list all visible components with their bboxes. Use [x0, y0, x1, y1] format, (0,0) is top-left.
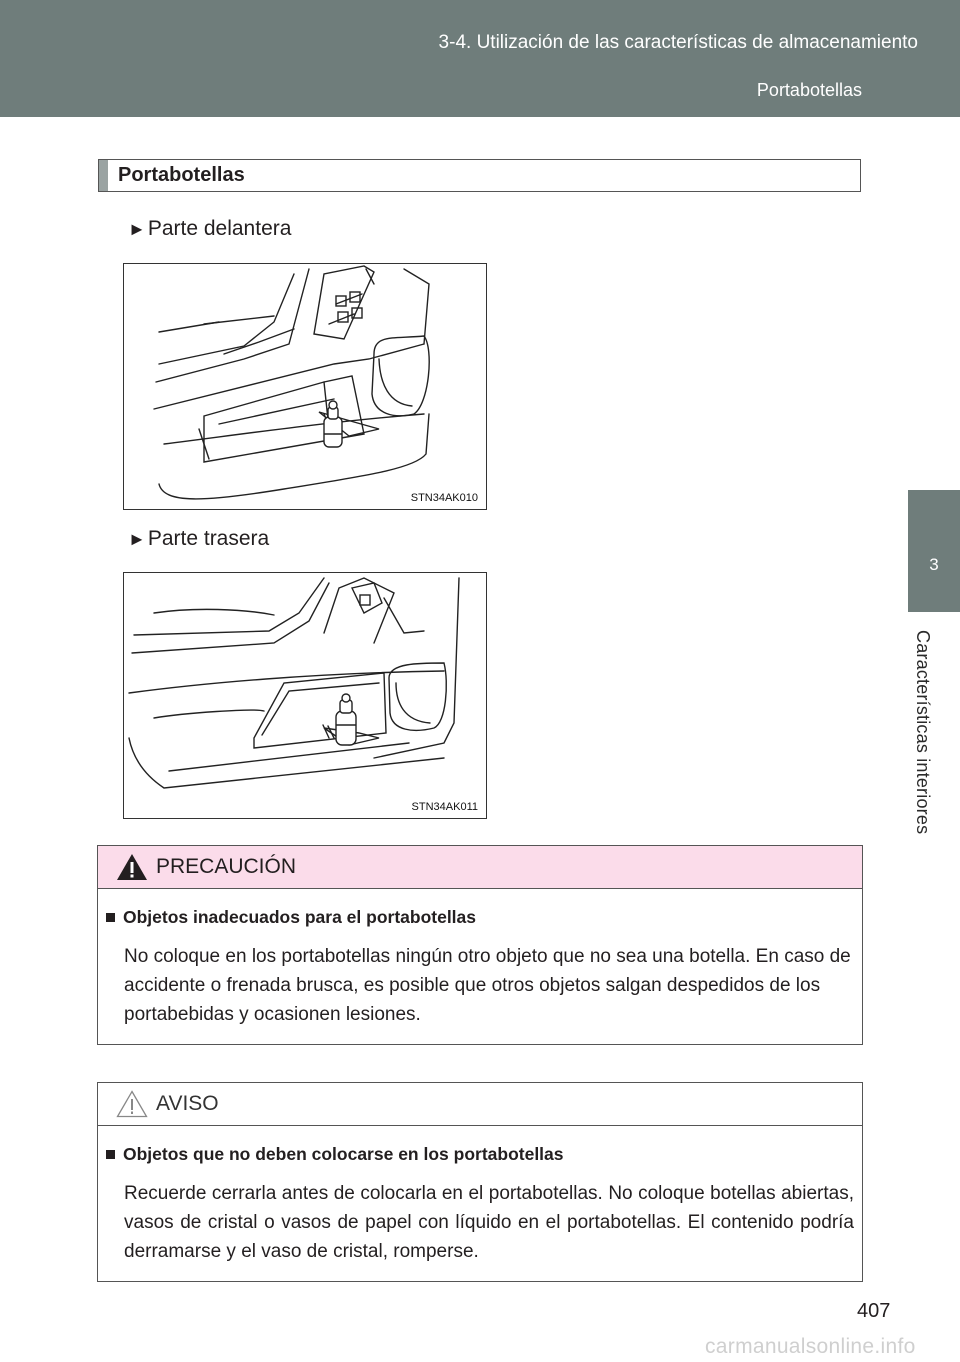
rear-door-illustration — [123, 572, 487, 819]
triangle-bullet-icon: ► — [128, 219, 146, 239]
caution-box — [97, 845, 863, 1045]
watermark: carmanualsonline.info — [705, 1335, 916, 1358]
notice-box — [97, 1082, 863, 1282]
front-image-code: STN34AK010 — [410, 492, 478, 504]
notice-triangle-icon — [116, 1090, 148, 1118]
notice-subtitle — [106, 1144, 854, 1165]
caution-title: PRECAUCIÓN — [156, 855, 297, 878]
front-door-illustration — [123, 263, 487, 510]
front-door-drawing — [124, 264, 486, 509]
square-bullet-icon — [106, 1150, 115, 1159]
header-section: 3-4. Utilización de las características de almacenamiento — [438, 32, 918, 53]
warning-triangle-icon — [116, 853, 148, 881]
rear-image-code: STN34AK011 — [411, 801, 478, 813]
caution-subtitle — [106, 907, 854, 928]
notice-subtitle-text: Objetos que no deben colocarse en los portabotellas — [123, 1144, 564, 1164]
section-title-bar — [99, 160, 108, 191]
rear-label — [128, 527, 269, 551]
triangle-bullet-icon: ► — [128, 529, 146, 549]
notice-body — [98, 1126, 862, 1266]
rear-label-text: Parte trasera — [147, 527, 270, 550]
side-tab-number: 3 — [929, 555, 939, 574]
caution-body — [98, 889, 862, 1029]
front-label — [128, 217, 291, 241]
section-title-text: Portabotellas — [118, 164, 245, 186]
page-number: 407 — [857, 1300, 891, 1322]
notice-title: AVISO — [156, 1092, 219, 1115]
caution-header — [98, 846, 862, 889]
side-tab-label: Características interiores — [913, 630, 933, 835]
header-subsection: Portabotellas — [756, 80, 862, 100]
caution-text: No coloque en los portabotellas ningún otro objeto que no sea una botella. En caso de accidente o frenada brusca, es posible que otros objetos salgan despedidos de los portabebidas y ocasionen lesiones. — [124, 946, 851, 1025]
rear-door-drawing — [124, 573, 486, 818]
notice-header — [98, 1083, 862, 1126]
front-label-text: Parte delantera — [147, 217, 292, 240]
section-title — [98, 159, 861, 192]
side-tab-block — [908, 490, 960, 612]
square-bullet-icon — [106, 913, 115, 922]
notice-text: Recuerde cerrarla antes de colocarla en el portabotellas. No coloque botellas abiertas, vasos de cristal o vasos de papel con líquido en el portabotellas. El contenido podría derramarse y el vaso de cristal, romperse. — [124, 1183, 854, 1262]
caution-subtitle-text: Objetos inadecuados para el portabotellas — [123, 907, 477, 927]
